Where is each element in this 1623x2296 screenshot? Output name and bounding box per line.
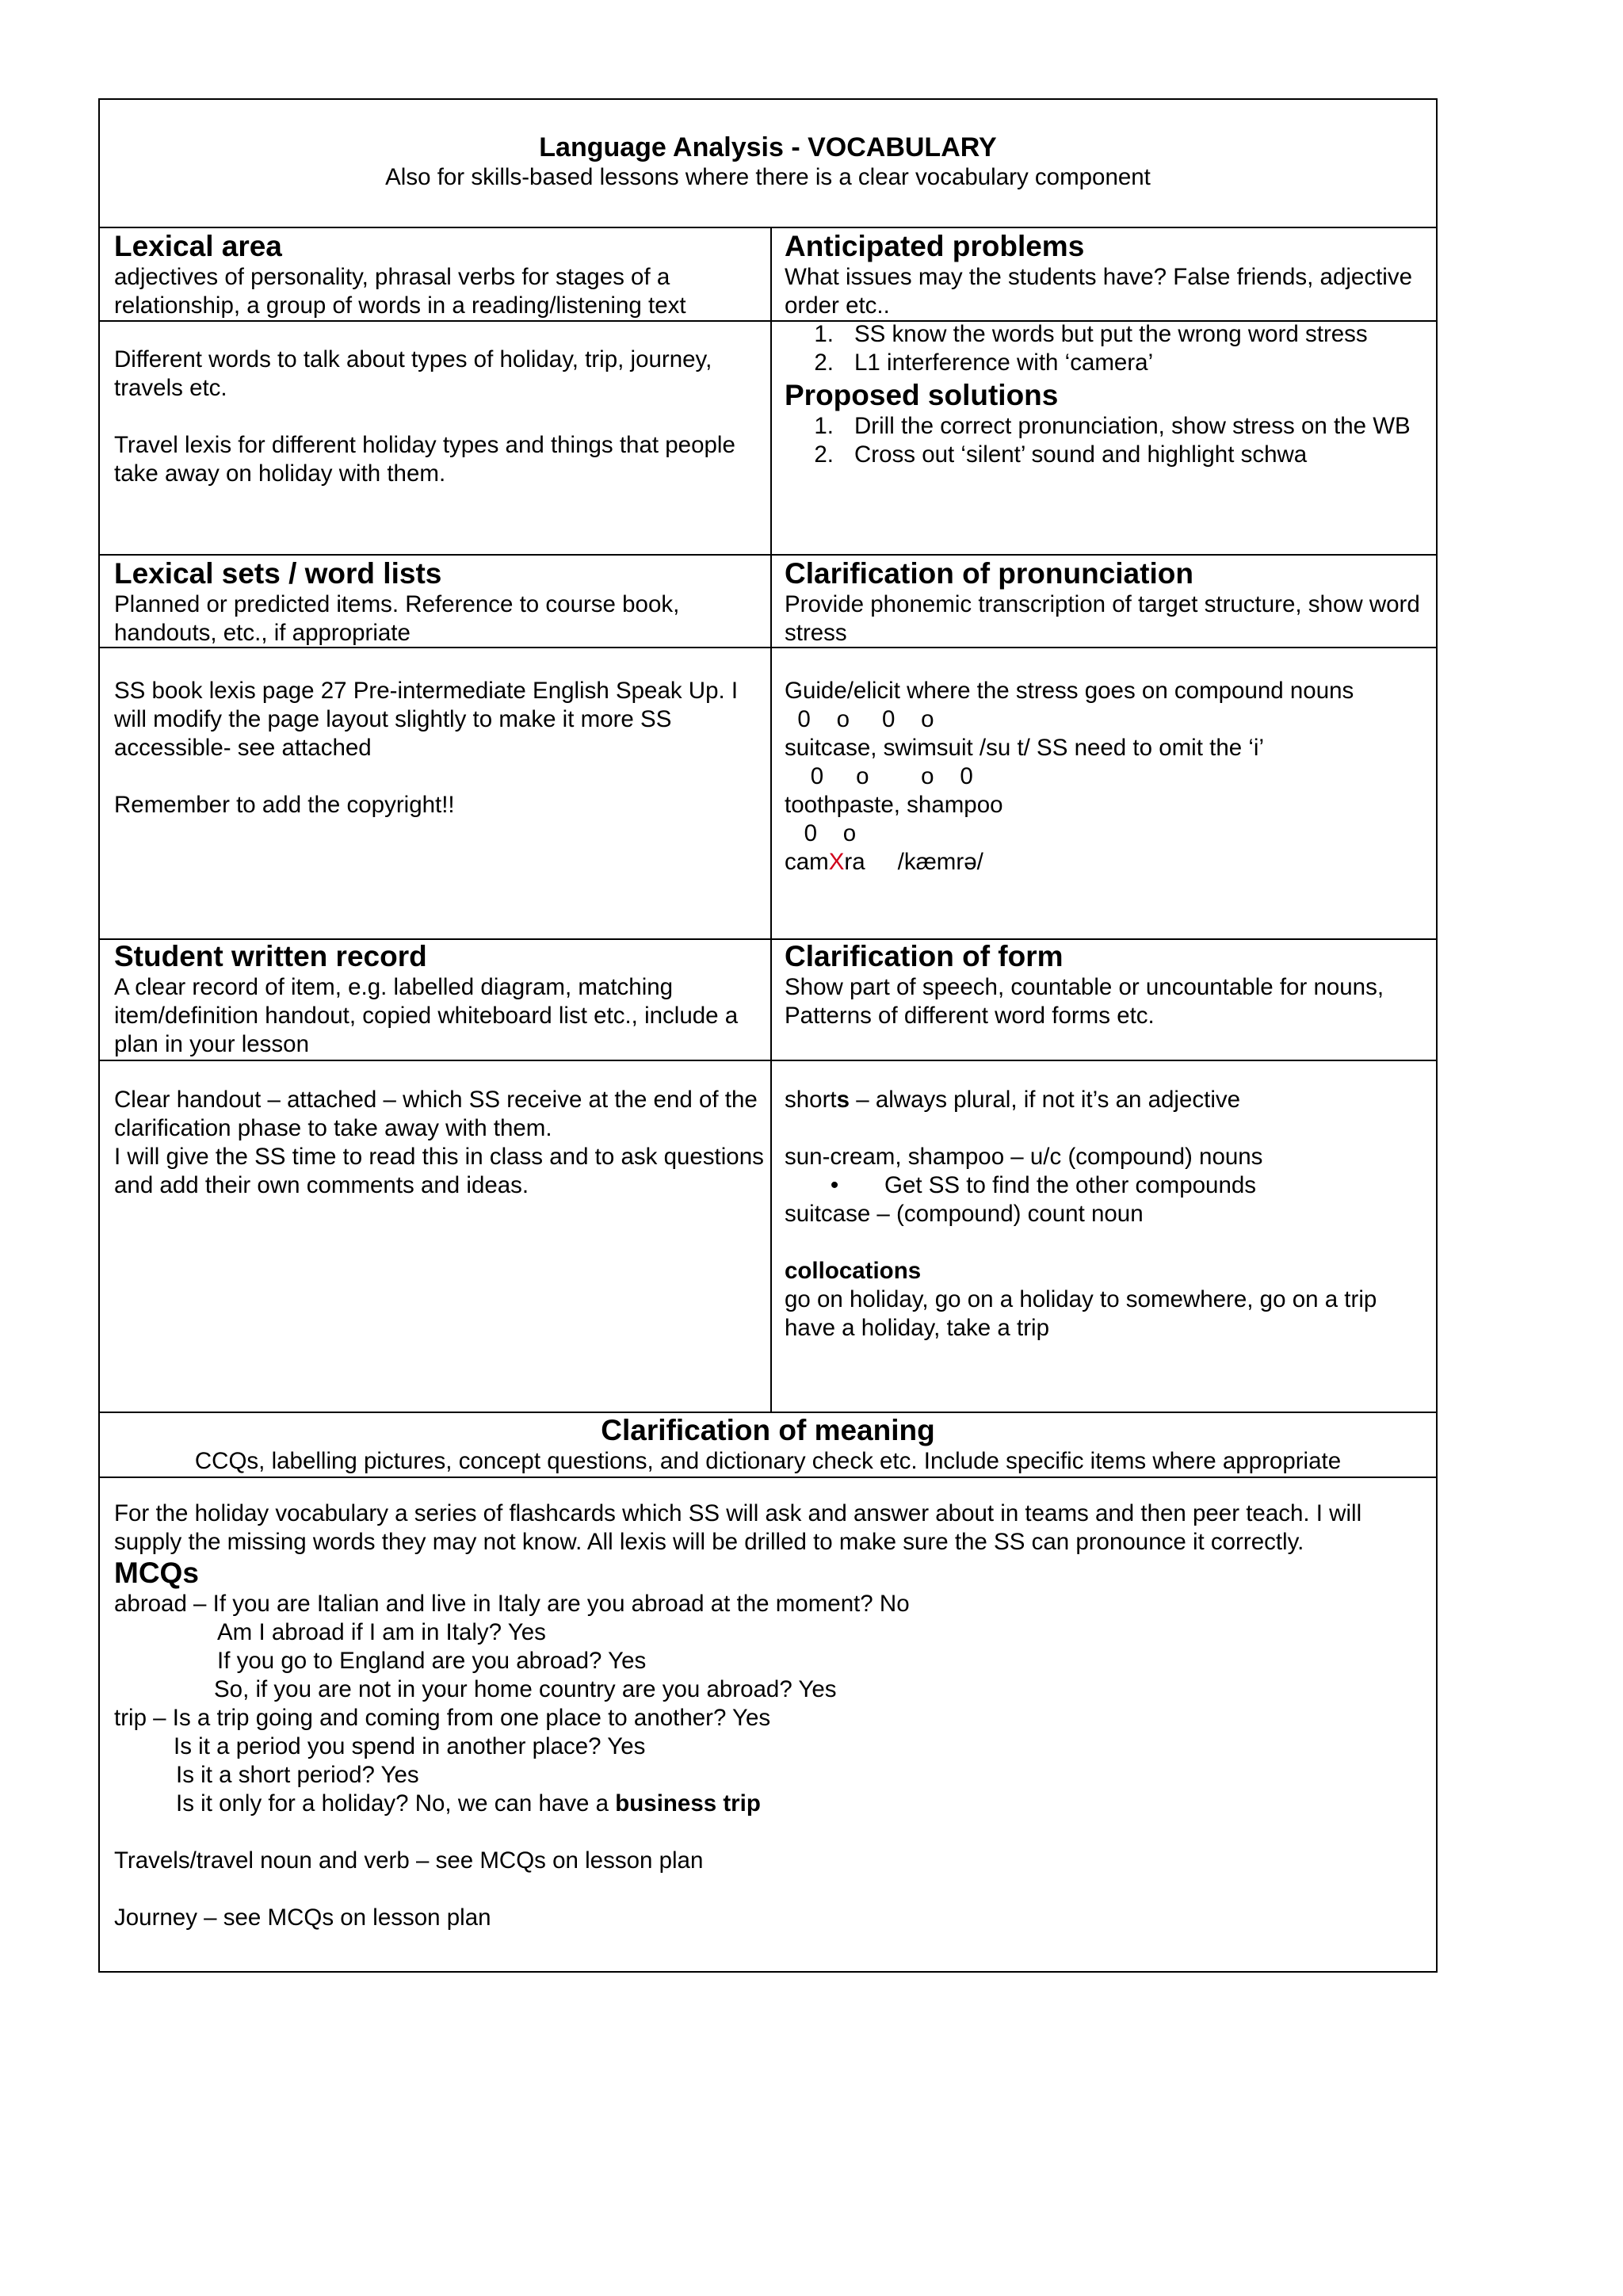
meaning-heading: Clarification of meaning xyxy=(601,1414,935,1446)
pronunciation-text: Guide/elicit where the stress goes on compound nouns xyxy=(785,678,1354,704)
list-text: Drill the correct pronunciation, show stress on the WB xyxy=(854,413,1411,439)
student-record-text: I will give the SS time to read this in class and to ask questions and add their own comments and ideas. xyxy=(114,1144,764,1198)
column-divider xyxy=(770,227,772,1412)
mcq-line: So, if you are not in your home country are you abroad? Yes xyxy=(214,1676,837,1702)
camera-transcription xyxy=(785,848,1428,877)
list-item xyxy=(785,320,1428,349)
stress-marks: 0 o xyxy=(785,820,857,846)
pronunciation-heading: Clarification of pronunciation xyxy=(785,557,1193,590)
mcq-line: abroad – If you are Italian and live in Italy are you abroad at the moment? No xyxy=(114,1591,910,1617)
lexical-area-prompt: adjectives of personality, phrasal verbs for stages of a relationship, a group of words in a reading/listening text xyxy=(114,264,686,319)
collocation-text: go on holiday, go on a holiday to somewhere, go on a trip xyxy=(785,1286,1377,1312)
page-subtitle: Also for skills-based lessons where there is a clear vocabulary component xyxy=(385,164,1151,190)
mcqs-heading: MCQs xyxy=(114,1557,199,1589)
lexical-area-text: Different words to talk about types of holiday, trip, journey, travels etc. xyxy=(114,346,712,401)
student-record-content xyxy=(114,1086,764,1200)
mcq-text: Is it only for a holiday? No, we can have a xyxy=(176,1790,616,1817)
student-record-prompt: A clear record of item, e.g. labelled diagram, matching item/definition handout, copied whiteboard list etc., include a plan in your lesson xyxy=(114,974,739,1057)
divider xyxy=(100,554,1436,556)
anticipated-problems-header xyxy=(785,230,1428,320)
vocabulary-analysis-table xyxy=(98,98,1438,1973)
silent-sound-mark: X xyxy=(828,849,845,875)
form-word: – always plural, if not it’s an adjective xyxy=(850,1087,1241,1113)
student-record-text: Clear handout – attached – which SS receive at the end of the clarification phase to take away with them. xyxy=(114,1087,758,1141)
page-title: Language Analysis - VOCABULARY xyxy=(539,132,997,162)
form-word-emphasis: s xyxy=(836,1087,850,1113)
mcq-line: Travels/travel noun and verb – see MCQs on lesson plan xyxy=(114,1847,704,1874)
form-text: suitcase – (compound) count noun xyxy=(785,1201,1144,1227)
mcq-emphasis: business trip xyxy=(615,1790,761,1817)
bullet-icon: • xyxy=(830,1172,839,1198)
lexical-sets-heading: Lexical sets / word lists xyxy=(114,557,442,590)
list-number: 1. xyxy=(814,321,834,347)
pronunciation-prompt: Provide phonemic transcription of target structure, show word stress xyxy=(785,591,1420,646)
pronunciation-text: suitcase, swimsuit /su t/ SS need to omit the ‘i’ xyxy=(785,735,1264,761)
list-text: SS know the words but put the wrong word stress xyxy=(854,321,1368,347)
lexical-area-header xyxy=(114,230,764,320)
list-item xyxy=(785,412,1428,441)
bullet-text: Get SS to find the other compounds xyxy=(884,1172,1257,1198)
list-number: 2. xyxy=(814,441,834,468)
list-text: L1 interference with ‘camera’ xyxy=(854,350,1154,376)
meaning-intro: For the holiday vocabulary a series of flashcards which SS will ask and answer about in teams and then peer teach. I will supply the missing words they may not know. All lexis will be drilled to make sure the SS can pronounce it correctly. xyxy=(114,1500,1362,1555)
collocations-heading: collocations xyxy=(785,1258,922,1284)
mcq-line: trip – Is a trip going and coming from one place to another? Yes xyxy=(114,1705,771,1731)
stress-marks: 0 o 0 o xyxy=(785,706,934,732)
pronunciation-content xyxy=(785,677,1428,877)
student-record-header xyxy=(114,940,764,1059)
anticipated-problems-heading: Anticipated problems xyxy=(785,230,1085,262)
form-word: short xyxy=(785,1087,837,1113)
mcq-line: Am I abroad if I am in Italy? Yes xyxy=(217,1619,546,1645)
anticipated-problems-content xyxy=(785,320,1428,469)
meaning-prompt: CCQs, labelling pictures, concept questions, and dictionary check etc. Include specific items where appropriate xyxy=(194,1448,1342,1474)
solutions-list xyxy=(785,412,1428,469)
camera-text: cam xyxy=(785,849,829,875)
mcq-line: Is it a period you spend in another place? Yes xyxy=(174,1733,646,1759)
lexical-sets-content xyxy=(114,677,764,819)
page-header xyxy=(100,132,1436,192)
lexical-area-text: Travel lexis for different holiday types and things that people take away on holiday with them. xyxy=(114,432,735,487)
collocation-text: have a holiday, take a trip xyxy=(785,1315,1049,1341)
mcq-line: Journey – see MCQs on lesson plan xyxy=(114,1904,491,1931)
form-header xyxy=(785,940,1428,1030)
pronunciation-text: toothpaste, shampoo xyxy=(785,792,1003,818)
lexical-sets-text: SS book lexis page 27 Pre-intermediate English Speak Up. I will modify the page layout slightly to make it more SS accessible- see attached xyxy=(114,678,739,761)
lexical-sets-text: Remember to add the copyright!! xyxy=(114,792,455,818)
student-record-heading: Student written record xyxy=(114,940,427,972)
camera-text: ra /kæmrə/ xyxy=(844,849,983,875)
mcq-line: Is it a short period? Yes xyxy=(176,1762,419,1788)
divider xyxy=(100,1477,1436,1478)
list-number: 1. xyxy=(814,413,834,439)
lexical-area-content xyxy=(114,346,764,488)
divider xyxy=(100,1060,1436,1061)
meaning-content xyxy=(114,1499,1422,1932)
problems-list xyxy=(785,320,1428,377)
form-content xyxy=(785,1086,1428,1343)
lexical-sets-prompt: Planned or predicted items. Reference to course book, handouts, etc., if appropriate xyxy=(114,591,680,646)
list-text: Cross out ‘silent’ sound and highlight schwa xyxy=(854,441,1308,468)
lexical-sets-header xyxy=(114,557,764,648)
lexical-area-heading: Lexical area xyxy=(114,230,282,262)
mcq-line: If you go to England are you abroad? Yes xyxy=(217,1648,647,1674)
form-heading: Clarification of form xyxy=(785,940,1064,972)
form-prompt: Show part of speech, countable or uncountable for nouns, Patterns of different word forms etc. xyxy=(785,974,1384,1029)
form-text xyxy=(785,1086,1428,1114)
list-number: 2. xyxy=(814,350,834,376)
proposed-solutions-heading: Proposed solutions xyxy=(785,379,1059,411)
pronunciation-header xyxy=(785,557,1428,648)
divider xyxy=(100,227,1436,228)
stress-marks: 0 o o 0 xyxy=(785,763,973,789)
list-item xyxy=(785,441,1428,469)
mcq-line xyxy=(114,1790,1422,1818)
bullet-item xyxy=(785,1171,1428,1200)
list-item xyxy=(785,349,1428,377)
anticipated-problems-prompt: What issues may the students have? False friends, adjective order etc.. xyxy=(785,264,1412,319)
divider xyxy=(100,1412,1436,1413)
form-text: sun-cream, shampoo – u/c (compound) nouns xyxy=(785,1144,1263,1170)
meaning-header xyxy=(100,1414,1436,1476)
